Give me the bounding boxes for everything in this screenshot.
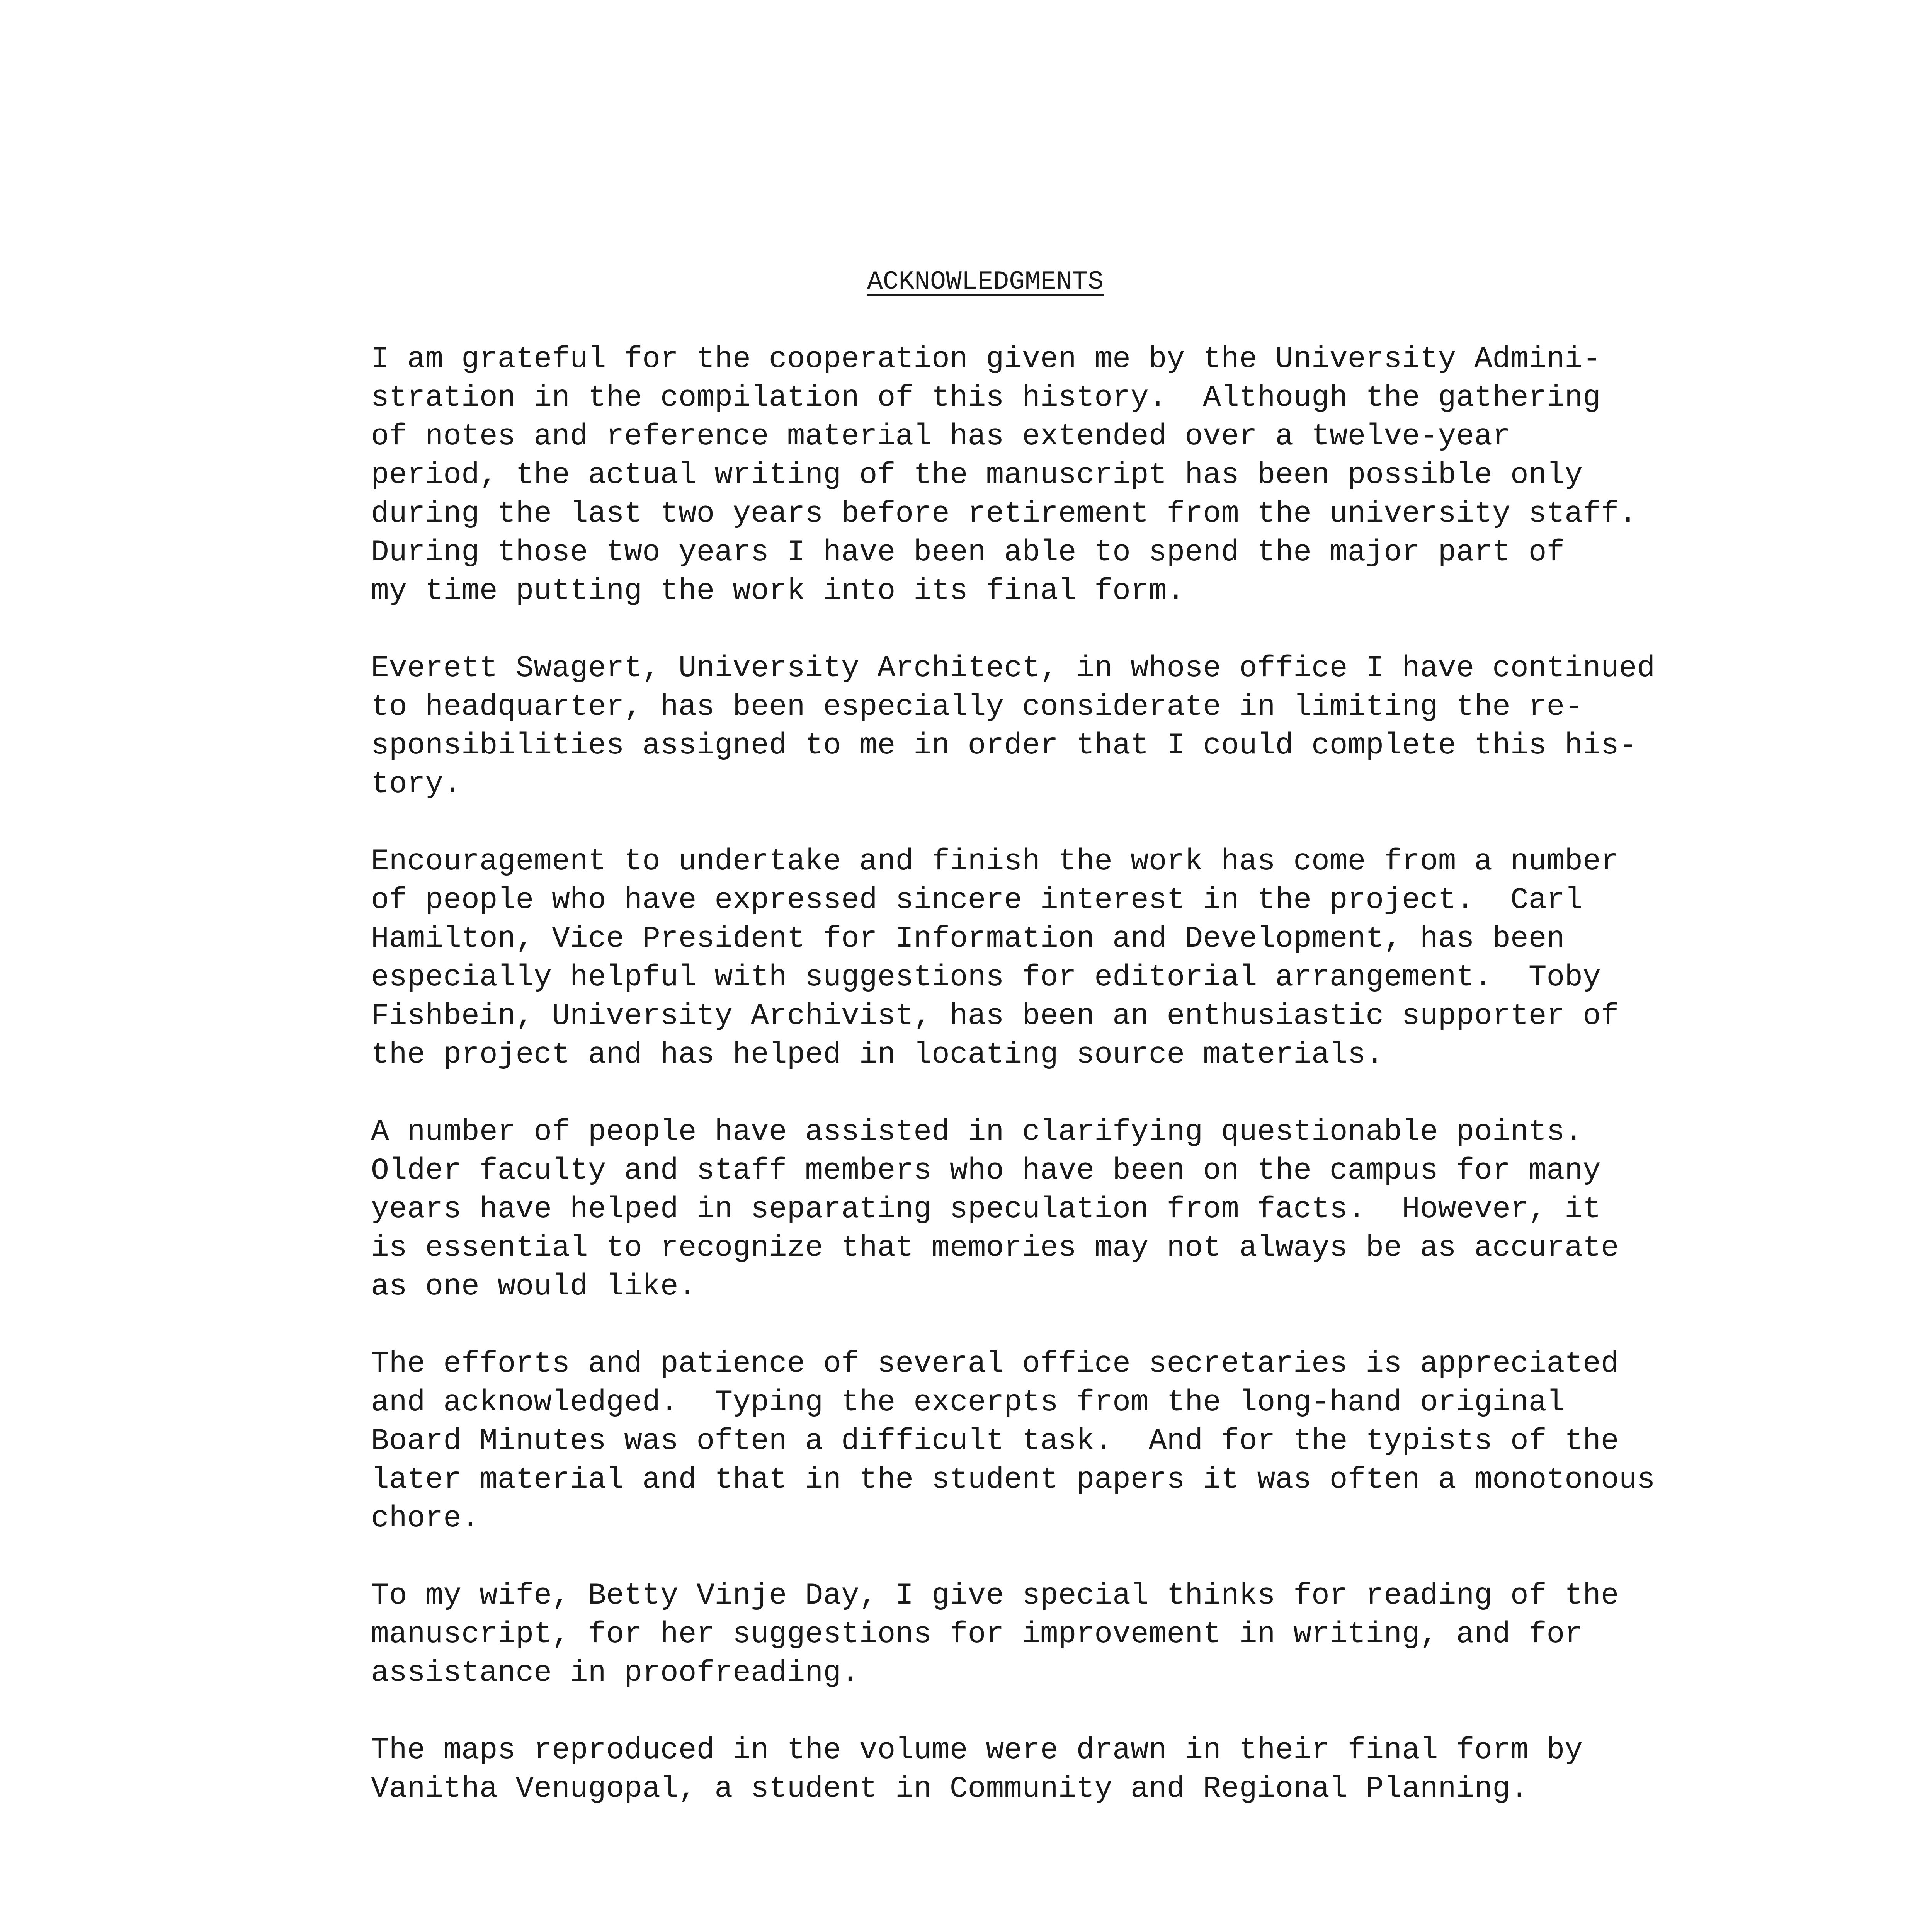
text-line: during the last two years before retirement from the university staff. <box>371 497 1637 531</box>
text-line: chore. <box>371 1502 480 1536</box>
paragraph-cooperation <box>371 340 1785 611</box>
paragraph-encouragement <box>371 842 1785 1074</box>
paragraph-secretaries <box>371 1345 1785 1538</box>
text-line: sponsibilities assigned to me in order that I could complete this his- <box>371 729 1637 763</box>
text-line: The efforts and patience of several office secretaries is appreciated <box>371 1347 1619 1381</box>
text-line: The maps reproduced in the volume were drawn in their final form by <box>371 1733 1583 1767</box>
text-line: of notes and reference material has extended over a twelve-year <box>371 420 1510 454</box>
text-line: I am grateful for the cooperation given me by the University Admini- <box>371 342 1601 376</box>
text-line: my time putting the work into its final form. <box>371 574 1185 608</box>
text-line: especially helpful with suggestions for editorial arrangement. Toby <box>371 961 1601 995</box>
text-line: To my wife, Betty Vinje Day, I give special thinks for reading of the <box>371 1579 1619 1613</box>
text-line: of people who have expressed sincere interest in the project. Carl <box>371 883 1583 917</box>
text-line: is essential to recognize that memories may not always be as accurate <box>371 1231 1619 1265</box>
paragraph-maps <box>371 1731 1785 1808</box>
text-line: Encouragement to undertake and finish the work has come from a number <box>371 845 1619 879</box>
text-line: assistance in proofreading. <box>371 1656 859 1690</box>
text-line: tory. <box>371 767 462 801</box>
text-line: Fishbein, University Archivist, has been an enthusiastic supporter of <box>371 999 1619 1033</box>
text-line: Board Minutes was often a difficult task. And for the typists of the <box>371 1424 1619 1458</box>
paragraph-architect <box>371 649 1785 804</box>
text-line: manuscript, for her suggestions for improvement in writing, and for <box>371 1617 1583 1651</box>
paragraph-clarifying <box>371 1113 1785 1306</box>
text-line: later material and that in the student papers it was often a monotonous <box>371 1463 1655 1497</box>
text-line: Older faculty and staff members who have been on the campus for many <box>371 1154 1601 1188</box>
text-line: During those two years I have been able to spend the major part of <box>371 536 1565 570</box>
text-line: to headquarter, has been especially considerate in limiting the re- <box>371 690 1583 724</box>
text-line: years have helped in separating speculation from facts. However, it <box>371 1192 1601 1226</box>
text-line: period, the actual writing of the manuscript has been possible only <box>371 458 1583 492</box>
acknowledgments-body <box>371 340 1785 1847</box>
page-title: ACKNOWLEDGMENTS <box>867 267 1104 297</box>
text-line: and acknowledged. Typing the excerpts from the long-hand original <box>371 1386 1565 1420</box>
text-line: Everett Swagert, University Architect, in whose office I have continued <box>371 651 1655 685</box>
paragraph-wife <box>371 1577 1785 1692</box>
text-line: A number of people have assisted in clarifying questionable points. <box>371 1115 1583 1149</box>
text-line: as one would like. <box>371 1270 697 1304</box>
text-line: stration in the compilation of this history. Although the gathering <box>371 381 1601 415</box>
text-line: Vanitha Venugopal, a student in Community and Regional Planning. <box>371 1772 1529 1806</box>
text-line: the project and has helped in locating source materials. <box>371 1038 1384 1072</box>
text-line: Hamilton, Vice President for Information and Development, has been <box>371 922 1565 956</box>
